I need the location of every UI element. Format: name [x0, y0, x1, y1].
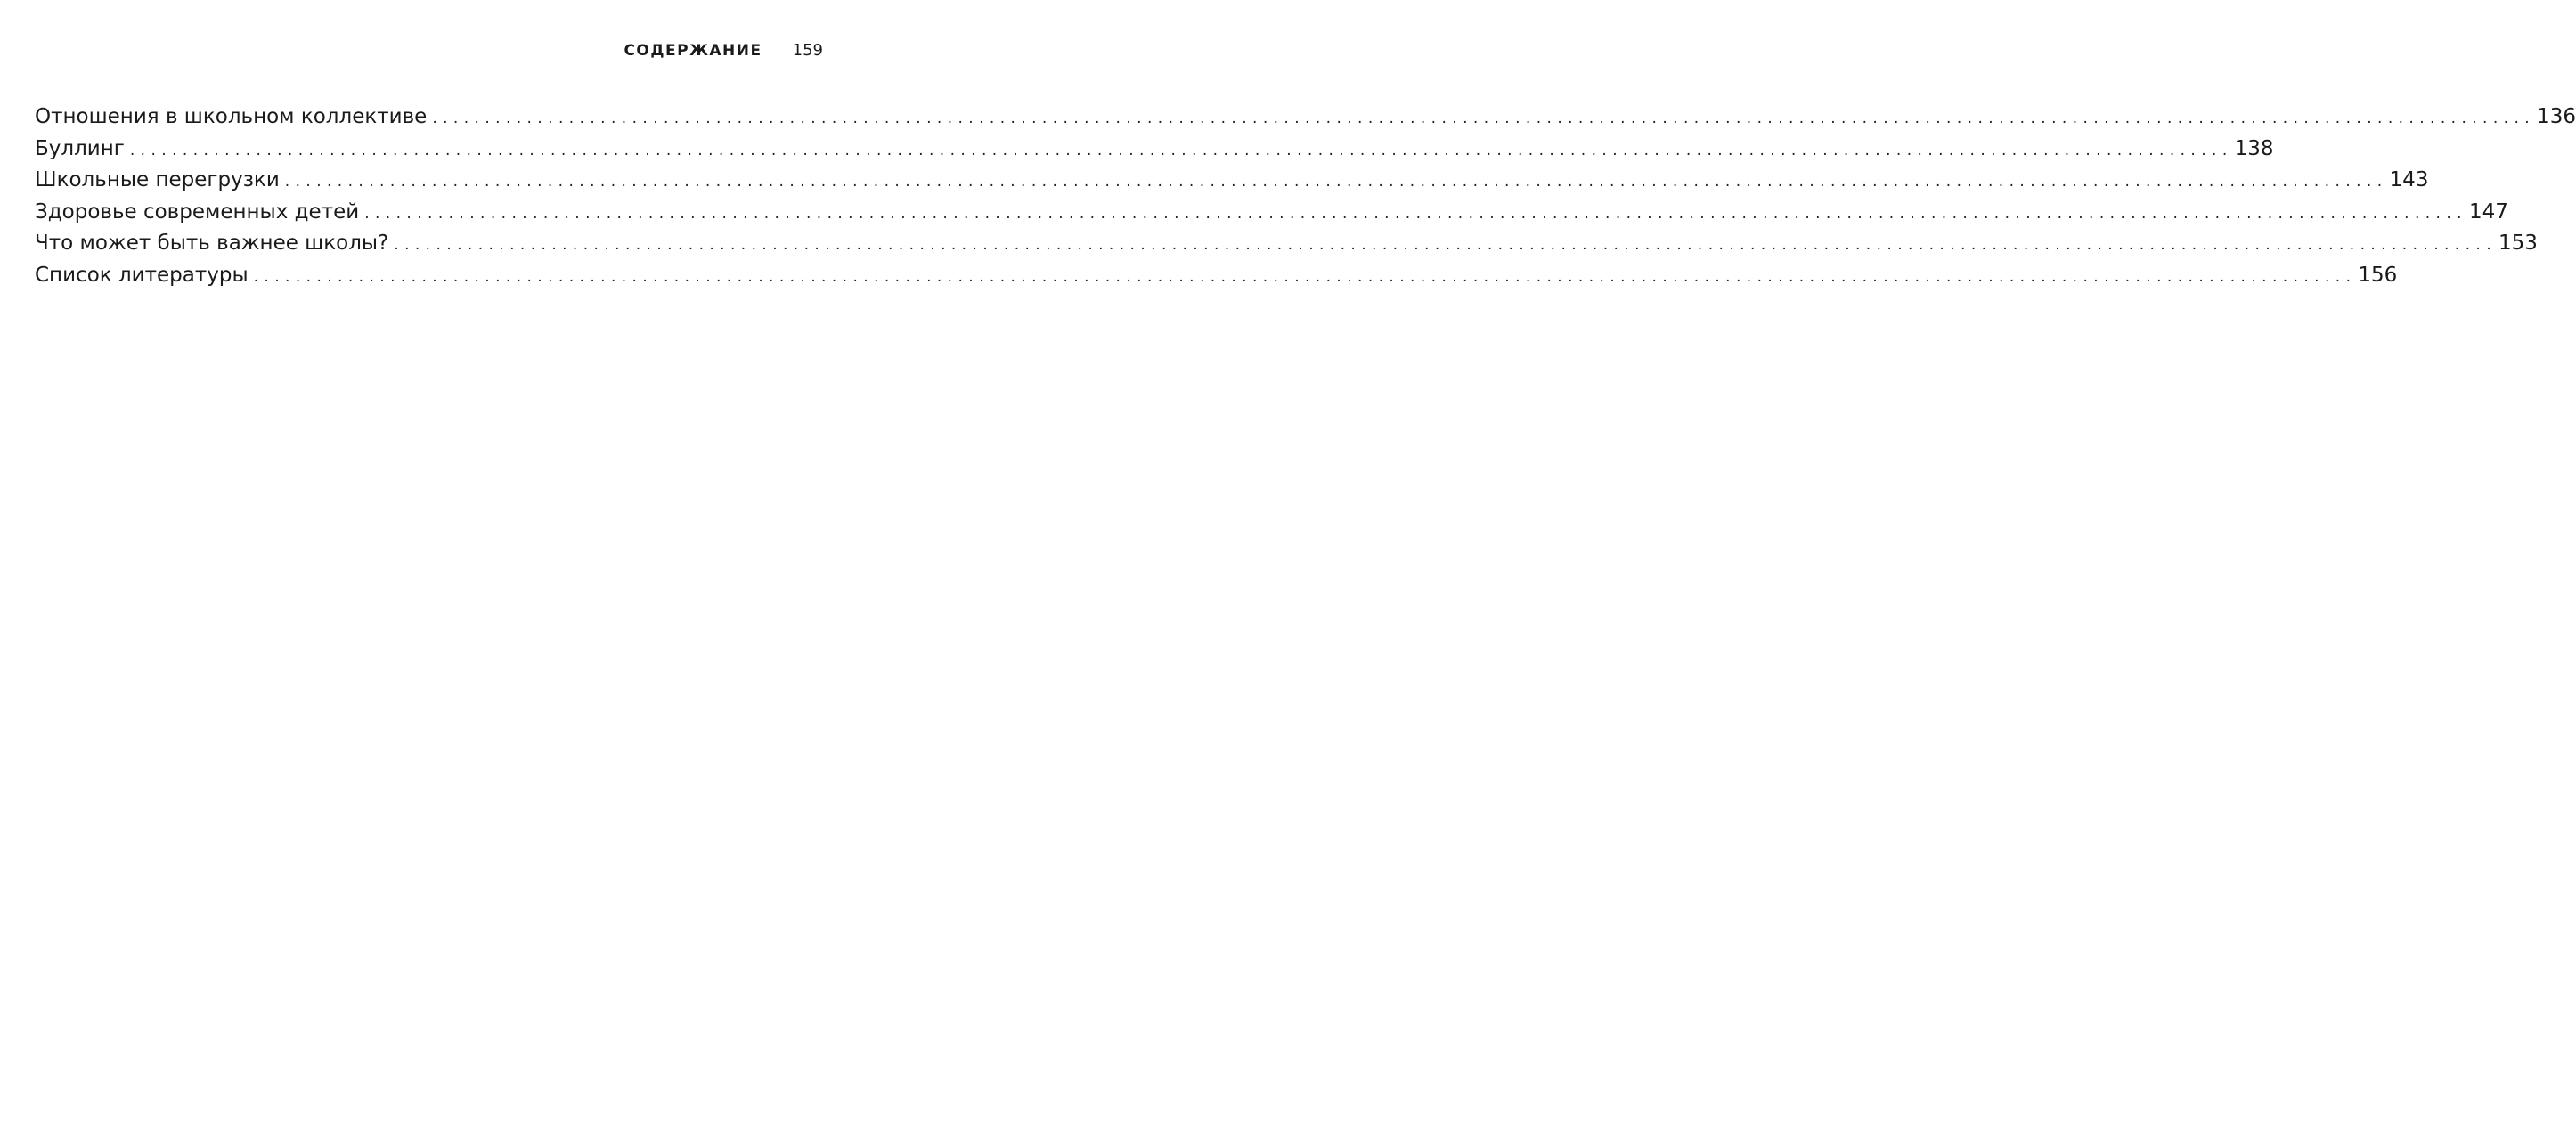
- toc-dot-leader: ........................................................................................................................................................................................................: [284, 173, 2388, 191]
- toc-entry-page: 153: [2499, 232, 2538, 255]
- toc-dot-leader: ........................................................................................................................................................................................................: [432, 110, 2536, 127]
- toc-entry-title: Здоровье современных детей: [35, 200, 360, 224]
- toc-entry-title: Буллинг: [35, 136, 125, 160]
- toc-entry-page: 143: [2389, 168, 2429, 191]
- toc-entry-title: Школьные перегрузки: [35, 168, 280, 191]
- toc-entry-page: 156: [2358, 263, 2398, 287]
- toc-entry-title: Отношения в школьном коллективе: [35, 105, 428, 128]
- toc-entry-page: 147: [2468, 200, 2508, 224]
- toc-dot-leader: ........................................................................................................................................................................................................: [394, 236, 2498, 254]
- toc-dot-leader: ........................................................................................................................................................................................................: [253, 267, 2357, 286]
- toc-entry-title: Список литературы: [35, 263, 249, 287]
- toc-entry-title: Что может быть важнее школы?: [35, 232, 389, 255]
- page-number: 159: [792, 41, 823, 60]
- toc-dot-leader: ........................................................................................................................................................................................................: [129, 141, 2233, 159]
- table-of-contents: [35, 102, 2576, 291]
- running-header: [624, 41, 823, 60]
- toc-entry[interactable]: [35, 134, 2274, 166]
- toc-entry[interactable]: [35, 228, 2538, 260]
- toc-entry[interactable]: [35, 102, 2576, 134]
- toc-entry-page: 136: [2537, 105, 2576, 128]
- toc-entry[interactable]: [35, 197, 2508, 229]
- toc-entry[interactable]: [35, 260, 2398, 292]
- section-title: СОДЕРЖАНИЕ: [624, 42, 762, 60]
- toc-dot-leader: ........................................................................................................................................................................................................: [364, 204, 2467, 223]
- toc-entry[interactable]: [35, 165, 2429, 197]
- toc-entry-page: 138: [2234, 136, 2274, 160]
